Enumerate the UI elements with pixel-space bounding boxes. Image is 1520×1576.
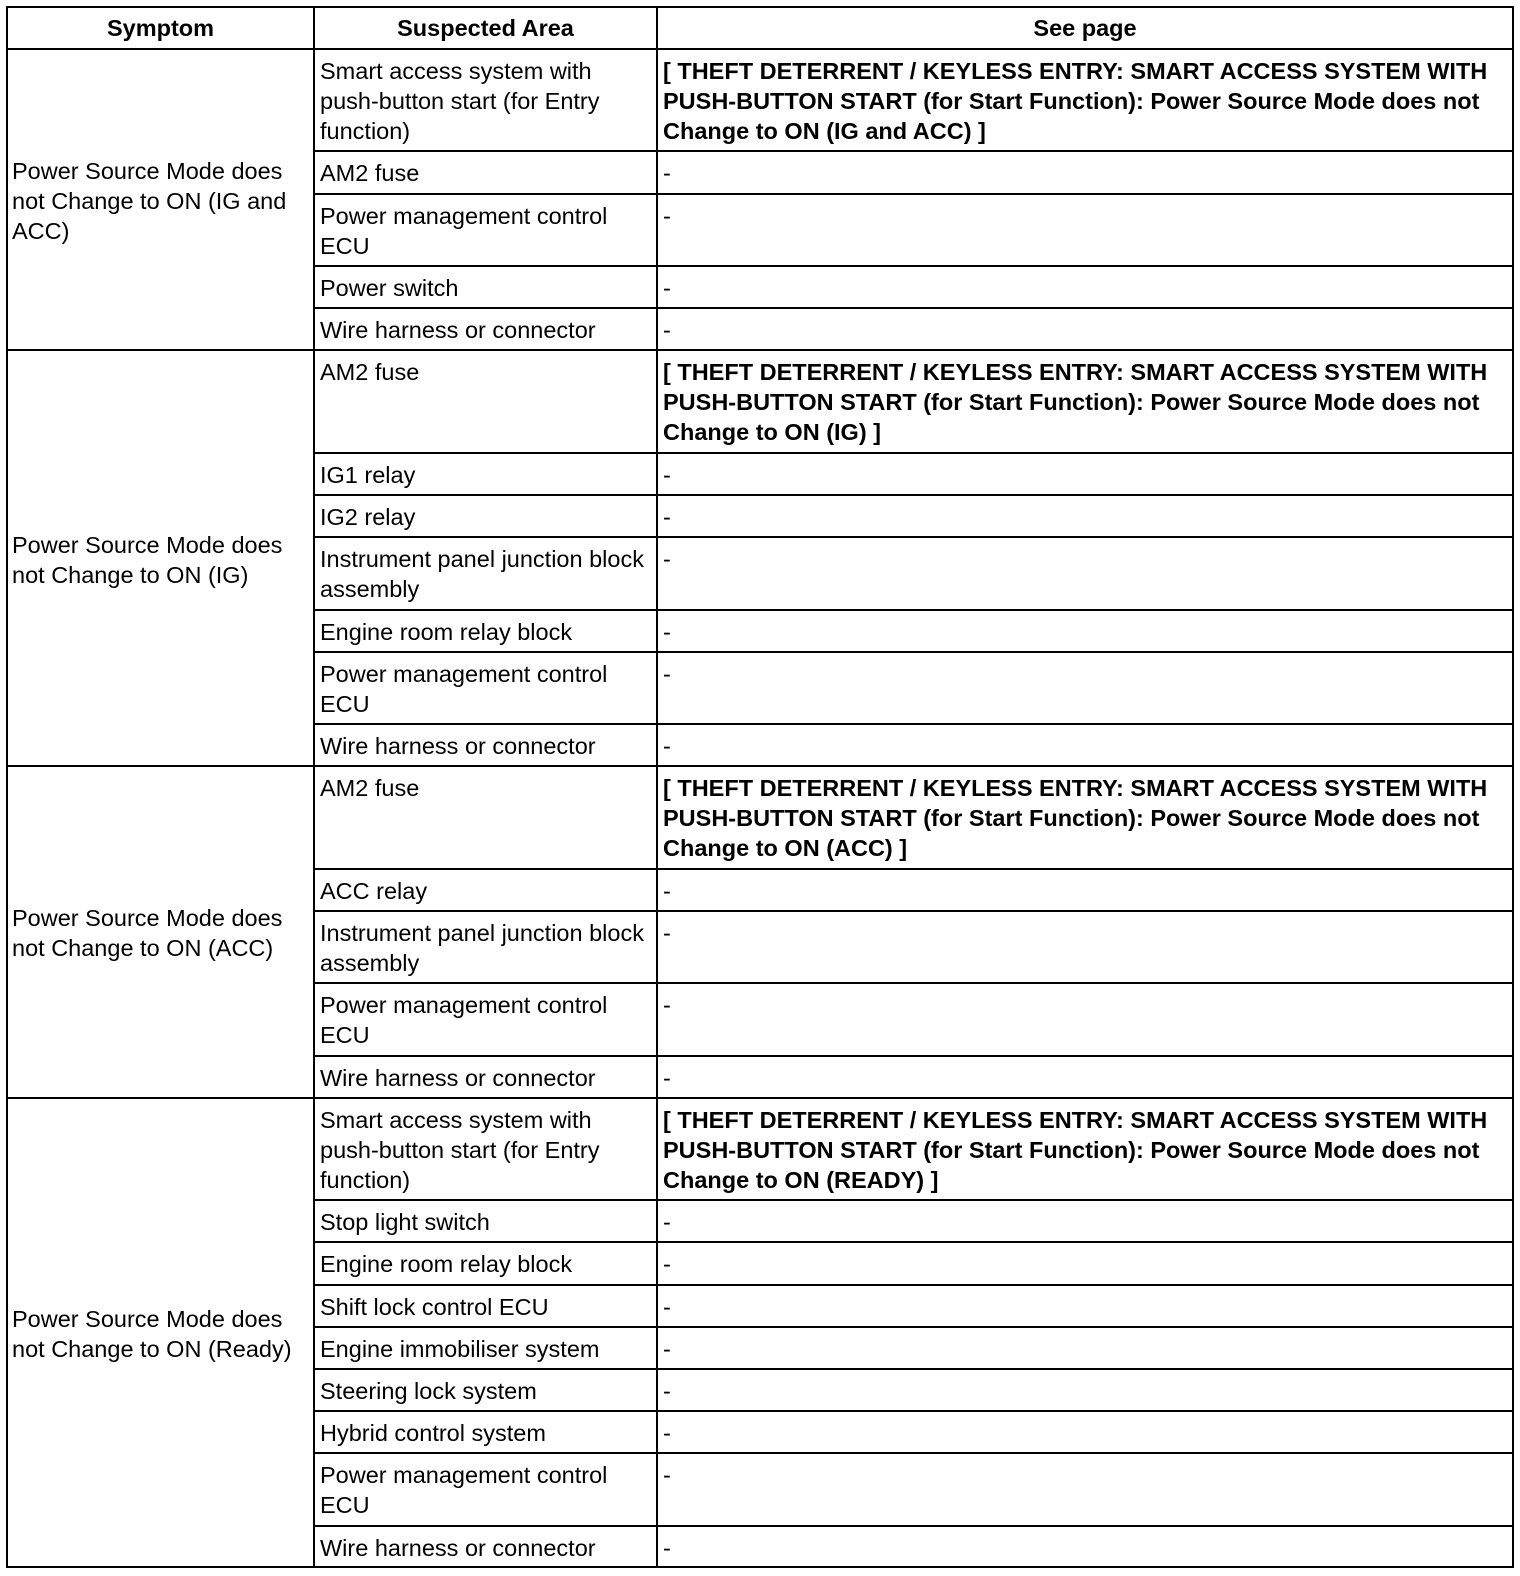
see-page-cell: - xyxy=(657,652,1513,724)
suspected-area-cell: Instrument panel junction block assembly xyxy=(314,911,657,983)
see-page-cell: - xyxy=(657,983,1513,1055)
suspected-area-cell: AM2 fuse xyxy=(314,766,657,868)
suspected-area-cell: Steering lock system xyxy=(314,1369,657,1411)
see-page-cell: - xyxy=(657,1285,1513,1327)
header-suspected-area: Suspected Area xyxy=(314,7,657,49)
suspected-area-cell: AM2 fuse xyxy=(314,350,657,452)
see-page-cell: - xyxy=(657,869,1513,911)
see-page-link[interactable]: [ THEFT DETERRENT / KEYLESS ENTRY: SMART ACCESS SYSTEM WITH PUSH-BUTTON START (for Start Function): Power Source Mode does not Change to ON (IG) ] xyxy=(657,350,1513,452)
suspected-area-cell: Wire harness or connector xyxy=(314,1056,657,1098)
problem-symptoms-table xyxy=(6,6,1514,1568)
suspected-area-cell: Smart access system with push-button start (for Entry function) xyxy=(314,49,657,151)
suspected-area-cell: Power management control ECU xyxy=(314,652,657,724)
suspected-area-cell: Power management control ECU xyxy=(314,983,657,1055)
suspected-area-cell: IG2 relay xyxy=(314,495,657,537)
header-row xyxy=(7,7,1513,49)
see-page-cell: - xyxy=(657,1200,1513,1242)
see-page-cell: - xyxy=(657,537,1513,609)
see-page-cell: - xyxy=(657,194,1513,266)
see-page-cell: - xyxy=(657,1453,1513,1525)
symptom-cell: Power Source Mode does not Change to ON (IG and ACC) xyxy=(7,49,314,350)
see-page-cell: - xyxy=(657,1411,1513,1453)
see-page-cell: - xyxy=(657,1327,1513,1369)
suspected-area-cell: IG1 relay xyxy=(314,453,657,495)
header-symptom: Symptom xyxy=(7,7,314,49)
see-page-cell: - xyxy=(657,453,1513,495)
suspected-area-cell: Smart access system with push-button start (for Entry function) xyxy=(314,1098,657,1200)
see-page-link[interactable]: [ THEFT DETERRENT / KEYLESS ENTRY: SMART ACCESS SYSTEM WITH PUSH-BUTTON START (for Start Function): Power Source Mode does not Change to ON (ACC) ] xyxy=(657,766,1513,868)
suspected-area-cell: Shift lock control ECU xyxy=(314,1285,657,1327)
see-page-cell: - xyxy=(657,1369,1513,1411)
suspected-area-cell: Hybrid control system xyxy=(314,1411,657,1453)
suspected-area-cell: Engine immobiliser system xyxy=(314,1327,657,1369)
suspected-area-cell: Engine room relay block xyxy=(314,1242,657,1284)
see-page-cell: - xyxy=(657,1526,1513,1567)
symptom-cell: Power Source Mode does not Change to ON (ACC) xyxy=(7,766,314,1098)
suspected-area-cell: Wire harness or connector xyxy=(314,724,657,766)
see-page-link[interactable]: [ THEFT DETERRENT / KEYLESS ENTRY: SMART ACCESS SYSTEM WITH PUSH-BUTTON START (for Start Function): Power Source Mode does not Change to ON (IG and ACC) ] xyxy=(657,49,1513,151)
symptom-cell: Power Source Mode does not Change to ON (IG) xyxy=(7,350,314,766)
see-page-cell: - xyxy=(657,911,1513,983)
see-page-cell: - xyxy=(657,308,1513,350)
see-page-cell: - xyxy=(657,1242,1513,1284)
suspected-area-cell: Stop light switch xyxy=(314,1200,657,1242)
problem-symptoms-table-container xyxy=(6,6,1512,1568)
see-page-cell: - xyxy=(657,495,1513,537)
suspected-area-cell: Power management control ECU xyxy=(314,1453,657,1525)
suspected-area-cell: Wire harness or connector xyxy=(314,308,657,350)
table-row xyxy=(7,1098,1513,1200)
suspected-area-cell: Power management control ECU xyxy=(314,194,657,266)
table-row xyxy=(7,766,1513,868)
table-row xyxy=(7,350,1513,452)
suspected-area-cell: Wire harness or connector xyxy=(314,1526,657,1567)
suspected-area-cell: Engine room relay block xyxy=(314,610,657,652)
see-page-cell: - xyxy=(657,151,1513,193)
see-page-link[interactable]: [ THEFT DETERRENT / KEYLESS ENTRY: SMART ACCESS SYSTEM WITH PUSH-BUTTON START (for Start Function): Power Source Mode does not Change to ON (READY) ] xyxy=(657,1098,1513,1200)
suspected-area-cell: AM2 fuse xyxy=(314,151,657,193)
see-page-cell: - xyxy=(657,610,1513,652)
see-page-cell: - xyxy=(657,724,1513,766)
suspected-area-cell: ACC relay xyxy=(314,869,657,911)
suspected-area-cell: Instrument panel junction block assembly xyxy=(314,537,657,609)
symptom-cell: Power Source Mode does not Change to ON (Ready) xyxy=(7,1098,314,1567)
table-row xyxy=(7,49,1513,151)
see-page-cell: - xyxy=(657,266,1513,308)
suspected-area-cell: Power switch xyxy=(314,266,657,308)
see-page-cell: - xyxy=(657,1056,1513,1098)
header-see-page: See page xyxy=(657,7,1513,49)
